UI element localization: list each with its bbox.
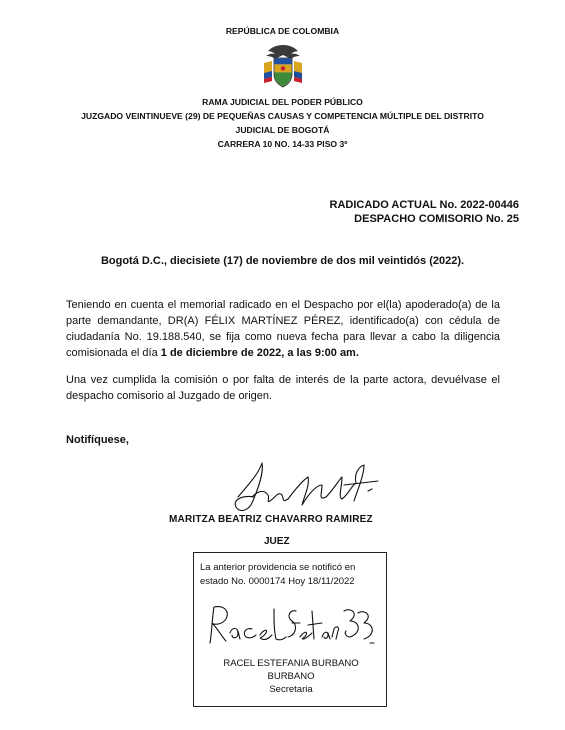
paragraph-1-date-emphasis: 1 de diciembre de 2022, a las 9:00 am. (160, 347, 359, 359)
secretary-signature-icon (200, 597, 380, 651)
header-line-4: CARRERA 10 NO. 14-33 PISO 3º (217, 139, 348, 149)
date-line: Bogotá D.C., diecisiete (17) de noviembre de dos mil veintidós (2022). (100, 255, 465, 267)
secretary-name-line-1: RACEL ESTEFANIA BURBANO (223, 658, 359, 669)
notification-stamp-box (193, 552, 387, 707)
paragraph-1 (66, 297, 500, 361)
secretary-name-line-2: BURBANO (267, 671, 315, 682)
stamp-line-2: estado No. 0000174 Hoy 18/11/2022 (200, 576, 355, 587)
header-line-3: JUDICIAL DE BOGOTÁ (235, 125, 330, 135)
paragraph-1-text: Teniendo en cuenta el memorial radicado en el Despacho por el(la) apoderado(a) de la parte demandante, DR(A) FÉLIX MARTÍNEZ PÉREZ, identificado(a) con cédula de ciudadanía No. 19.188.540, se fija como nueva fecha para llevar a cabo la diligencia comisionada el día (66, 299, 500, 359)
paragraph-2: Una vez cumplida la comisión o por falta de interés de la parte actora, devuélvase el despacho comisorio al Juzgado de origen. (66, 374, 500, 402)
radicado-number: RADICADO ACTUAL No. 2022-00446 (329, 199, 519, 211)
judge-title: JUEZ (264, 536, 290, 547)
header-line-1: RAMA JUDICIAL DEL PODER PÚBLICO (202, 97, 363, 107)
header-country: REPÚBLICA DE COLOMBIA (225, 26, 340, 36)
despacho-number: DESPACHO COMISORIO No. 25 (354, 213, 519, 225)
judge-signature-icon (218, 455, 388, 523)
header-line-2: JUZGADO VEINTINUEVE (29) DE PEQUEÑAS CAUSAS Y COMPETENCIA MÚLTIPLE DEL DISTRITO (81, 111, 484, 121)
judge-name: MARITZA BEATRIZ CHAVARRO RAMIREZ (169, 514, 373, 525)
secretary-role: Secretaria (269, 684, 313, 695)
closing-notifiquese: Notifíquese, (66, 434, 129, 446)
coat-of-arms-icon (258, 41, 308, 91)
stamp-line-1: La anterior providencia se notificó en (200, 562, 356, 573)
